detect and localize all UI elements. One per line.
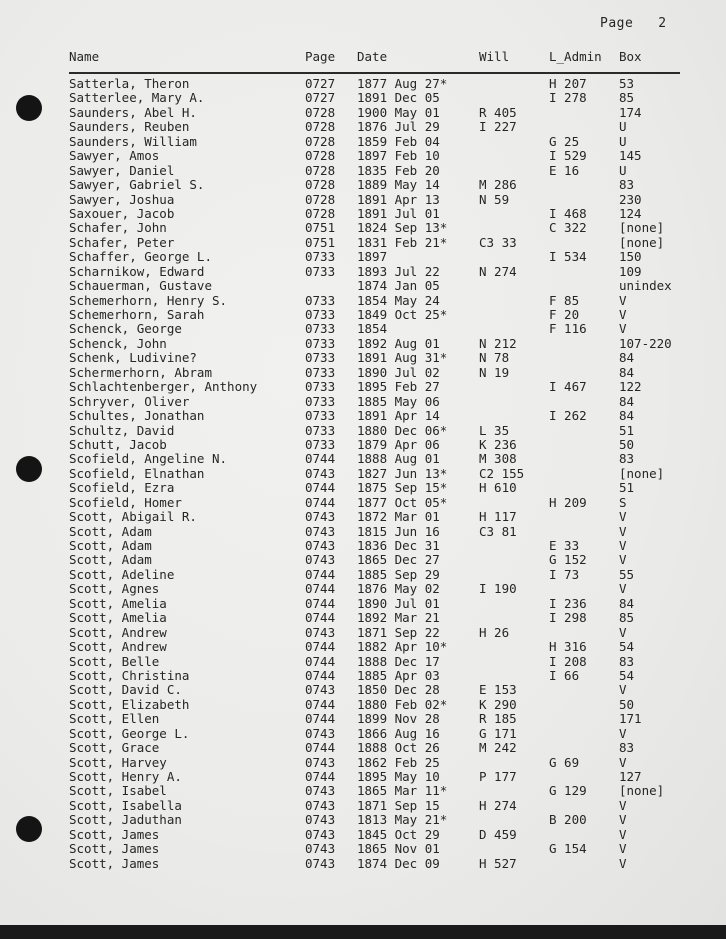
cell-name: Sawyer, Daniel — [69, 162, 175, 178]
cell-box: V — [619, 725, 627, 741]
cell-box: 53 — [619, 76, 635, 91]
cell-name: Schutt, Jacob — [69, 436, 167, 452]
cell-name: Scott, Elizabeth — [69, 696, 190, 712]
cell-admin: B 200 — [549, 812, 587, 828]
cell-name: Schemerhorn, Henry S. — [69, 292, 228, 308]
cell-will: I 227 — [479, 119, 517, 135]
cell-date: 1871 Sep 15 — [357, 797, 440, 813]
cell-name: Sawyer, Amos — [69, 148, 160, 164]
cell-name: Schaffer, George L. — [69, 249, 212, 265]
cell-name: Schauerman, Gustave — [69, 278, 212, 294]
cell-name: Scott, Adam — [69, 552, 152, 568]
cell-box: 84 — [619, 408, 635, 424]
cell-name: Satterlee, Mary A. — [69, 90, 205, 106]
cell-admin: F 85 — [549, 292, 580, 308]
cell-date: 1891 Apr 14 — [357, 408, 440, 424]
cell-will: R 405 — [479, 104, 517, 120]
cell-box: 84 — [619, 350, 635, 366]
cell-box: 55 — [619, 566, 635, 582]
cell-box: V — [619, 292, 627, 308]
cell-will: H 117 — [479, 509, 517, 525]
cell-page: 0733 — [305, 379, 336, 395]
cell-page: 0744 — [305, 639, 336, 655]
cell-admin: G 25 — [549, 133, 580, 149]
cell-date: 1872 Mar 01 — [357, 509, 440, 525]
cell-will: I 190 — [479, 581, 517, 597]
cell-date: 1836 Dec 31 — [357, 538, 440, 553]
cell-page: 0743 — [305, 523, 336, 539]
cell-name: Schafer, Peter — [69, 234, 175, 250]
cell-will: G 171 — [479, 725, 517, 741]
cell-date: 1882 Apr 10* — [357, 639, 448, 655]
cell-box: V — [619, 624, 627, 640]
cell-date: 1889 May 14 — [357, 177, 440, 193]
cell-page: 0743 — [305, 509, 336, 525]
cell-box: 51 — [619, 480, 635, 496]
cell-name: Scofield, Elnathan — [69, 465, 205, 481]
cell-box: V — [619, 754, 627, 770]
cell-date: 1876 Jul 29 — [357, 119, 440, 135]
cell-name: Schenk, Ludivine? — [69, 350, 197, 366]
cell-page: 0751 — [305, 234, 336, 250]
cell-admin: G 129 — [549, 783, 587, 799]
header-box: Box — [619, 49, 642, 64]
cell-will: D 459 — [479, 826, 517, 842]
header-will: Will — [479, 49, 510, 64]
cell-name: Saunders, Reuben — [69, 119, 190, 135]
cell-will: H 610 — [479, 480, 517, 496]
cell-box: V — [619, 523, 627, 539]
cell-box: 150 — [619, 249, 642, 265]
cell-page: 0744 — [305, 451, 336, 467]
cell-date: 1888 Dec 17 — [357, 653, 440, 669]
cell-page: 0733 — [305, 292, 336, 308]
cell-will: M 286 — [479, 177, 517, 193]
cell-admin: G 154 — [549, 841, 587, 857]
cell-page: 0751 — [305, 220, 336, 236]
cell-date: 1885 Apr 03 — [357, 667, 440, 683]
cell-page: 0728 — [305, 133, 336, 149]
cell-name: Scofield, Ezra — [69, 480, 175, 496]
cell-date: 1899 Nov 28 — [357, 711, 440, 727]
cell-date: 1895 May 10 — [357, 769, 440, 784]
cell-name: Schenck, John — [69, 335, 167, 351]
cell-name: Scott, Andrew — [69, 639, 167, 655]
cell-page: 0728 — [305, 162, 336, 178]
cell-admin: I 467 — [549, 379, 587, 395]
cell-name: Scott, George L. — [69, 725, 190, 741]
cell-box: [none] — [619, 783, 665, 799]
cell-name: Scott, Adam — [69, 523, 152, 539]
cell-name: Satterla, Theron — [69, 76, 190, 91]
cell-page: 0743 — [305, 812, 336, 828]
cell-admin: I 66 — [549, 667, 580, 683]
cell-box: S — [619, 494, 627, 510]
cell-date: 1885 May 06 — [357, 393, 440, 409]
cell-page: 0744 — [305, 696, 336, 712]
cell-name: Scott, Abigail R. — [69, 509, 197, 525]
cell-name: Schryver, Oliver — [69, 393, 190, 409]
cell-box: 127 — [619, 769, 642, 784]
cell-box: [none] — [619, 234, 665, 250]
cell-name: Sawyer, Joshua — [69, 191, 175, 207]
cell-admin: I 262 — [549, 408, 587, 424]
cell-page: 0733 — [305, 408, 336, 424]
cell-date: 1877 Oct 05* — [357, 494, 448, 510]
cell-will: N 212 — [479, 335, 517, 351]
cell-name: Scofield, Homer — [69, 494, 182, 510]
cell-date: 1895 Feb 27 — [357, 379, 440, 395]
cell-name: Scott, Jaduthan — [69, 812, 182, 828]
cell-page: 0743 — [305, 725, 336, 741]
cell-box: [none] — [619, 220, 665, 236]
cell-name: Schafer, John — [69, 220, 167, 236]
cell-will: R 185 — [479, 711, 517, 727]
cell-box: 85 — [619, 610, 635, 626]
cell-will: H 527 — [479, 855, 517, 871]
cell-box: unindex — [619, 278, 672, 294]
cell-will: E 153 — [479, 682, 517, 698]
cell-date: 1891 Jul 01 — [357, 205, 440, 221]
page-indicator — [600, 16, 667, 31]
cell-date: 1879 Apr 06 — [357, 436, 440, 452]
cell-page: 0728 — [305, 191, 336, 207]
cell-admin: I 529 — [549, 148, 587, 164]
cell-date: 1865 Mar 11* — [357, 783, 448, 799]
cell-page: 0744 — [305, 653, 336, 669]
cell-box: 124 — [619, 205, 642, 221]
cell-name: Scott, Belle — [69, 653, 160, 669]
cell-page: 0728 — [305, 104, 336, 120]
punch-hole-middle — [16, 456, 42, 482]
cell-box: 50 — [619, 696, 635, 712]
cell-date: 1900 May 01 — [357, 104, 440, 120]
cell-admin: E 16 — [549, 162, 580, 178]
cell-date: 1859 Feb 04 — [357, 133, 440, 149]
cell-page: 0733 — [305, 249, 336, 265]
cell-name: Scott, Isabella — [69, 797, 182, 813]
cell-date: 1815 Jun 16 — [357, 523, 440, 539]
cell-name: Scott, Harvey — [69, 754, 167, 770]
cell-page: 0733 — [305, 436, 336, 452]
header-admin: L_Admin — [549, 49, 602, 64]
cell-page: 0743 — [305, 465, 336, 481]
cell-box: 84 — [619, 595, 635, 611]
cell-box: V — [619, 307, 627, 322]
cell-name: Scott, Adam — [69, 538, 152, 553]
cell-name: Scott, Amelia — [69, 595, 167, 611]
cell-box: 145 — [619, 148, 642, 164]
cell-will: L 35 — [479, 422, 510, 438]
cell-page: 0728 — [305, 177, 336, 193]
cell-name: Scott, James — [69, 826, 160, 842]
cell-date: 1888 Aug 01 — [357, 451, 440, 467]
cell-will: P 177 — [479, 769, 517, 784]
cell-box: 54 — [619, 639, 635, 655]
cell-page: 0744 — [305, 566, 336, 582]
cell-page: 0744 — [305, 667, 336, 683]
cell-page: 0743 — [305, 624, 336, 640]
cell-box: V — [619, 841, 627, 857]
punch-hole-bottom — [16, 816, 42, 842]
cell-name: Saunders, William — [69, 133, 197, 149]
cell-name: Scofield, Angeline N. — [69, 451, 228, 467]
cell-admin: F 116 — [549, 321, 587, 337]
cell-page: 0743 — [305, 841, 336, 857]
cell-box: 230 — [619, 191, 642, 207]
cell-name: Scott, Henry A. — [69, 769, 182, 784]
cell-box: V — [619, 581, 627, 597]
cell-name: Schultes, Jonathan — [69, 408, 205, 424]
cell-will: N 59 — [479, 191, 510, 207]
cell-will: H 26 — [479, 624, 510, 640]
cell-name: Scott, Christina — [69, 667, 190, 683]
cell-name: Scharnikow, Edward — [69, 263, 205, 279]
cell-box: V — [619, 509, 627, 525]
cell-name: Schenck, George — [69, 321, 182, 337]
cell-admin: I 298 — [549, 610, 587, 626]
cell-page: 0733 — [305, 263, 336, 279]
cell-page: 0743 — [305, 552, 336, 568]
cell-name: Scott, Adeline — [69, 566, 175, 582]
cell-admin: H 207 — [549, 76, 587, 91]
cell-box: V — [619, 538, 627, 553]
header-name: Name — [69, 49, 100, 64]
page-label: Page — [600, 16, 634, 31]
cell-page: 0733 — [305, 350, 336, 366]
cell-admin: I 534 — [549, 249, 587, 265]
cell-page: 0733 — [305, 307, 336, 322]
cell-date: 1875 Sep 15* — [357, 480, 448, 496]
cell-name: Schermerhorn, Abram — [69, 364, 212, 380]
cell-date: 1827 Jun 13* — [357, 465, 448, 481]
cell-will: H 274 — [479, 797, 517, 813]
cell-page: 0743 — [305, 783, 336, 799]
punch-hole-top — [16, 95, 42, 121]
cell-page: 0744 — [305, 610, 336, 626]
cell-date: 1897 — [357, 249, 388, 265]
cell-box: U — [619, 133, 627, 149]
cell-box: V — [619, 321, 627, 337]
cell-box: U — [619, 162, 627, 178]
cell-page: 0743 — [305, 754, 336, 770]
cell-will: K 290 — [479, 696, 517, 712]
cell-page: 0733 — [305, 335, 336, 351]
cell-box: 54 — [619, 667, 635, 683]
cell-name: Scott, Agnes — [69, 581, 160, 597]
cell-page: 0744 — [305, 769, 336, 784]
cell-box: [none] — [619, 465, 665, 481]
cell-date: 1813 May 21* — [357, 812, 448, 828]
cell-page: 0728 — [305, 205, 336, 221]
cell-date: 1892 Aug 01 — [357, 335, 440, 351]
cell-date: 1850 Dec 28 — [357, 682, 440, 698]
cell-page: 0743 — [305, 797, 336, 813]
cell-admin: G 69 — [549, 754, 580, 770]
cell-name: Saunders, Abel H. — [69, 104, 197, 120]
cell-page: 0733 — [305, 393, 336, 409]
cell-box: U — [619, 119, 627, 135]
cell-date: 1893 Jul 22 — [357, 263, 440, 279]
cell-date: 1854 May 24 — [357, 292, 440, 308]
cell-admin: C 322 — [549, 220, 587, 236]
cell-date: 1890 Jul 02 — [357, 364, 440, 380]
cell-box: 83 — [619, 653, 635, 669]
cell-date: 1866 Aug 16 — [357, 725, 440, 741]
cell-box: 122 — [619, 379, 642, 395]
cell-box: 51 — [619, 422, 635, 438]
cell-page: 0743 — [305, 682, 336, 698]
cell-box: V — [619, 855, 627, 871]
cell-date: 1849 Oct 25* — [357, 307, 448, 322]
cell-name: Scott, Andrew — [69, 624, 167, 640]
cell-box: 107-220 — [619, 335, 672, 351]
cell-will: C3 33 — [479, 234, 517, 250]
cell-will: N 274 — [479, 263, 517, 279]
cell-box: 171 — [619, 711, 642, 727]
cell-date: 1854 — [357, 321, 388, 337]
cell-admin: H 209 — [549, 494, 587, 510]
cell-date: 1874 Dec 09 — [357, 855, 440, 871]
cell-box: 83 — [619, 451, 635, 467]
cell-box: 174 — [619, 104, 642, 120]
cell-date: 1874 Jan 05 — [357, 278, 440, 294]
cell-box: 83 — [619, 177, 635, 193]
cell-page: 0728 — [305, 148, 336, 164]
cell-admin: I 73 — [549, 566, 580, 582]
cell-box: 84 — [619, 364, 635, 380]
cell-page: 0733 — [305, 422, 336, 438]
cell-name: Scott, Amelia — [69, 610, 167, 626]
cell-name: Scott, David C. — [69, 682, 182, 698]
cell-box: 85 — [619, 90, 635, 106]
cell-page: 0744 — [305, 581, 336, 597]
cell-box: 83 — [619, 740, 635, 756]
cell-date: 1877 Aug 27* — [357, 76, 448, 91]
cell-admin: F 20 — [549, 307, 580, 322]
cell-date: 1890 Jul 01 — [357, 595, 440, 611]
cell-box: 109 — [619, 263, 642, 279]
cell-box: V — [619, 797, 627, 813]
cell-box: 84 — [619, 393, 635, 409]
cell-name: Sawyer, Gabriel S. — [69, 177, 205, 193]
header-page: Page — [305, 49, 336, 64]
cell-date: 1885 Sep 29 — [357, 566, 440, 582]
cell-name: Scott, Grace — [69, 740, 160, 756]
cell-will: M 242 — [479, 740, 517, 756]
cell-page: 0744 — [305, 711, 336, 727]
cell-page: 0733 — [305, 364, 336, 380]
cell-name: Schemerhorn, Sarah — [69, 307, 205, 322]
cell-date: 1880 Dec 06* — [357, 422, 448, 438]
cell-date: 1880 Feb 02* — [357, 696, 448, 712]
cell-date: 1862 Feb 25 — [357, 754, 440, 770]
cell-date: 1871 Sep 22 — [357, 624, 440, 640]
cell-page: 0727 — [305, 76, 336, 91]
cell-admin: I 278 — [549, 90, 587, 106]
cell-date: 1891 Dec 05 — [357, 90, 440, 106]
cell-box: V — [619, 682, 627, 698]
cell-date: 1876 May 02 — [357, 581, 440, 597]
cell-name: Scott, James — [69, 855, 160, 871]
cell-box: V — [619, 552, 627, 568]
cell-admin: E 33 — [549, 538, 580, 553]
cell-admin: H 316 — [549, 639, 587, 655]
cell-page: 0744 — [305, 480, 336, 496]
cell-admin: I 468 — [549, 205, 587, 221]
cell-page: 0733 — [305, 321, 336, 337]
header-rule — [69, 72, 680, 74]
cell-will: N 19 — [479, 364, 510, 380]
cell-date: 1897 Feb 10 — [357, 148, 440, 164]
cell-date: 1865 Nov 01 — [357, 841, 440, 857]
cell-page: 0744 — [305, 740, 336, 756]
cell-date: 1865 Dec 27 — [357, 552, 440, 568]
cell-box: 50 — [619, 436, 635, 452]
header-date: Date — [357, 49, 388, 64]
cell-name: Saxouer, Jacob — [69, 205, 175, 221]
cell-date: 1892 Mar 21 — [357, 610, 440, 626]
cell-date: 1888 Oct 26 — [357, 740, 440, 756]
cell-name: Scott, Ellen — [69, 711, 160, 727]
cell-admin: G 152 — [549, 552, 587, 568]
cell-date: 1891 Aug 31* — [357, 350, 448, 366]
cell-page: 0743 — [305, 826, 336, 842]
cell-box: V — [619, 826, 627, 842]
cell-will: K 236 — [479, 436, 517, 452]
cell-admin: I 208 — [549, 653, 587, 669]
cell-date: 1824 Sep 13* — [357, 220, 448, 236]
cell-will: C3 81 — [479, 523, 517, 539]
cell-page: 0727 — [305, 90, 336, 106]
cell-will: M 308 — [479, 451, 517, 467]
page-number: 2 — [658, 16, 667, 31]
cell-name: Schlachtenberger, Anthony — [69, 379, 258, 395]
cell-page: 0743 — [305, 855, 336, 871]
cell-date: 1831 Feb 21* — [357, 234, 448, 250]
cell-admin: I 236 — [549, 595, 587, 611]
cell-page: 0743 — [305, 538, 336, 553]
cell-page: 0744 — [305, 494, 336, 510]
cell-name: Schultz, David — [69, 422, 175, 438]
cell-box: V — [619, 812, 627, 828]
cell-will: N 78 — [479, 350, 510, 366]
cell-name: Scott, Isabel — [69, 783, 167, 799]
cell-date: 1835 Feb 20 — [357, 162, 440, 178]
cell-date: 1845 Oct 29 — [357, 826, 440, 842]
cell-name: Scott, James — [69, 841, 160, 857]
scanner-edge — [0, 925, 726, 939]
cell-page: 0728 — [305, 119, 336, 135]
cell-will: C2 155 — [479, 465, 525, 481]
cell-page: 0744 — [305, 595, 336, 611]
cell-date: 1891 Apr 13 — [357, 191, 440, 207]
